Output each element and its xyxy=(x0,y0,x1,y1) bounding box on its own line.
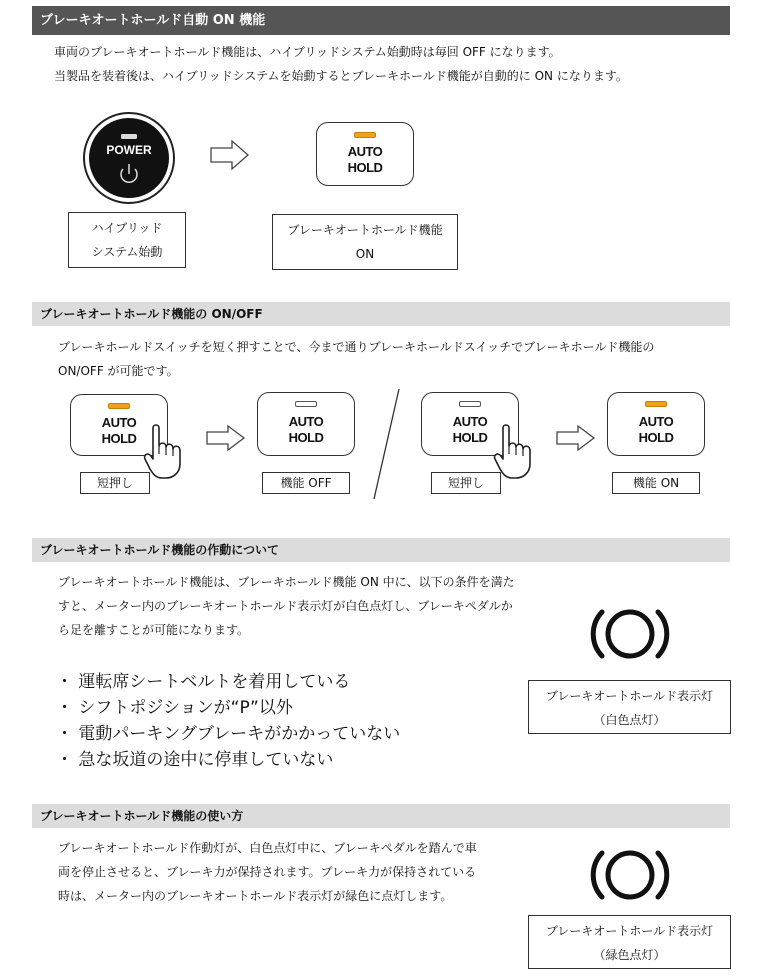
auto-hold-on-line1: ブレーキオートホールド機能 xyxy=(287,223,443,237)
indicator-white-line2: （白色点灯） xyxy=(593,713,666,727)
section4-text-line3: 時は、メーター内のブレーキオートホールド表示灯が緑色に点灯します。 xyxy=(58,889,453,903)
indicator-green-box xyxy=(528,915,731,969)
divider-slash xyxy=(372,388,402,500)
short-press-label-2: 短押し xyxy=(431,472,501,494)
short-press-label-1: 短押し xyxy=(80,472,150,494)
auto-hold-button-4 xyxy=(607,392,705,456)
auto-hold-on-line2: ON xyxy=(355,247,375,261)
indicator-white-box xyxy=(528,680,731,734)
power-label: POWER xyxy=(106,143,152,157)
indicator-led-on xyxy=(354,132,376,138)
power-button-illustration xyxy=(82,111,176,205)
hybrid-start-box xyxy=(68,212,186,268)
section3-text-line2: すと、メーター内のブレーキオートホールド表示灯が白色点灯し、ブレーキペダルか xyxy=(58,599,513,613)
indicator-led-off xyxy=(295,401,317,407)
hybrid-start-line1: ハイブリッド xyxy=(91,221,163,235)
auto-hold-indicator-icon xyxy=(590,604,670,664)
arrow-right-icon xyxy=(210,140,250,170)
auto-hold-button-2 xyxy=(257,392,355,456)
power-button-graphic xyxy=(82,111,176,205)
hold-label: HOLD xyxy=(452,430,488,445)
arrow-right-icon xyxy=(556,425,596,451)
auto-label: AUTO xyxy=(347,144,383,159)
indicator-green-line1: ブレーキオートホールド表示灯 xyxy=(545,924,714,938)
indicator-led-on xyxy=(645,401,667,407)
condition-item: ・ シフトポジションが“P”以外 xyxy=(56,698,293,718)
function-on-label: 機能 ON xyxy=(612,472,700,494)
condition-item: ・ 電動パーキングブレーキがかかっていない xyxy=(56,724,401,744)
indicator-green-line2: （緑色点灯） xyxy=(593,948,666,962)
section1-text-line2: 当製品を装着後は、ハイブリッドシステムを始動するとブレーキホールド機能が自動的に ON になります。 xyxy=(54,69,628,83)
section3-text-line1: ブレーキオートホールド機能は、ブレーキホールド機能 ON 中に、以下の条件を満た xyxy=(58,575,515,589)
auto-hold-button-on xyxy=(316,122,414,186)
hold-label: HOLD xyxy=(638,430,674,445)
section4-text-line1: ブレーキオートホールド作動灯が、白色点灯中に、ブレーキペダルを踏んで車 xyxy=(58,841,477,855)
condition-item: ・ 運転席シートベルトを着用している xyxy=(56,672,351,692)
condition-item: ・ 急な坂道の途中に停車していない xyxy=(56,750,334,770)
section2-text-line1: ブレーキホールドスイッチを短く押すことで、今まで通りブレーキホールドスイッチでブレーキホールド機能の xyxy=(58,340,655,354)
pointing-hand-icon xyxy=(144,424,190,480)
indicator-led-on xyxy=(108,403,130,409)
section2-text-line2: ON/OFF が可能です。 xyxy=(58,364,179,378)
auto-label: AUTO xyxy=(101,415,137,430)
auto-label: AUTO xyxy=(638,414,674,429)
auto-label: AUTO xyxy=(452,414,488,429)
section4-text-line2: 両を停止させると、ブレーキ力が保持されます。ブレーキ力が保持されている xyxy=(58,865,477,879)
section-usage-header: ブレーキオートホールド機能の使い方 xyxy=(32,804,730,828)
auto-hold-indicator-icon xyxy=(590,845,670,905)
indicator-white-line1: ブレーキオートホールド表示灯 xyxy=(545,689,714,703)
section1-text-line1: 車両のブレーキオートホールド機能は、ハイブリッドシステム始動時は毎回 OFF になります。 xyxy=(54,45,561,59)
hold-label: HOLD xyxy=(101,431,137,446)
hybrid-start-line2: システム始動 xyxy=(91,245,163,259)
hold-label: HOLD xyxy=(288,430,324,445)
auto-label: AUTO xyxy=(288,414,324,429)
section-on-off-header: ブレーキオートホールド機能の ON/OFF xyxy=(32,302,730,326)
section3-text-line3: ら足を離すことが可能になります。 xyxy=(58,623,250,637)
section-auto-on-header: ブレーキオートホールド自動 ON 機能 xyxy=(32,6,730,35)
function-off-label: 機能 OFF xyxy=(262,472,350,494)
section-operation-header: ブレーキオートホールド機能の作動について xyxy=(32,538,730,562)
arrow-right-icon xyxy=(206,425,246,451)
indicator-led-off xyxy=(459,401,481,407)
hold-label: HOLD xyxy=(347,160,383,175)
auto-hold-on-box xyxy=(272,214,458,270)
